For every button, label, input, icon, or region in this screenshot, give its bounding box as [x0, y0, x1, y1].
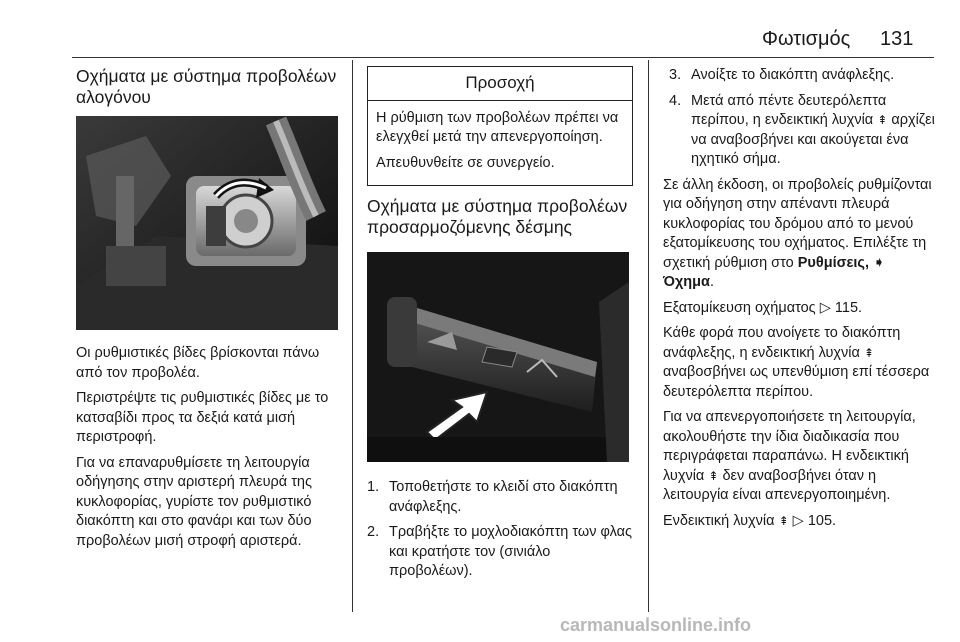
step-4-text-a: Μετά από πέντε δευτερόλεπτα περίπου, η ενδεικτική λυχνία [691, 92, 887, 128]
right-paragraph-3-text-b: αναβοσβήνει ως υπενθύμιση επί τέσσερα δευτερόλεπτα περίπου. [663, 364, 930, 400]
left-paragraph-1: Οι ρυθμιστικές βίδες βρίσκονται πάνω από τον προβολέα. [76, 345, 320, 381]
page-reference-icon: ▷ [792, 512, 804, 529]
headlamp-photo [76, 116, 338, 330]
right-paragraph-5-ref: 105. [807, 512, 837, 529]
halogen-heading: Οχήματα με σύστημα προβολέων αλογόνου [76, 66, 337, 107]
steps-list-2 [663, 66, 937, 170]
step-2-text: Τραβήξτε το μοχλοδιακόπτη των φλας και κρατήστε τον (σινιάλο προβολέων). [389, 524, 633, 579]
caution-text-1: Η ρύθμιση των προβολέων πρέπει να ελεγχθεί μετά την απενεργοποίηση. [376, 109, 619, 145]
right-paragraph-2-text: Εξατομίκευση οχήματος [663, 299, 816, 316]
right-paragraph-4 [663, 408, 937, 506]
step-4-text-b: αρχίζει να αναβοσβήνει και ακούγεται ένα ηχητικό σήμα. [691, 112, 935, 167]
turn-signal-stalk-illustration [367, 252, 629, 462]
step-2-number: 2. [367, 524, 380, 540]
step-3 [669, 66, 937, 86]
right-paragraph-4-text-b: δεν αναβοσβήνει όταν η λειτουργία είναι απενεργοποιημένη. [663, 467, 891, 503]
menu-settings: Ρυθμίσεις [797, 254, 865, 271]
caution-box [367, 66, 633, 186]
right-paragraph-2 [663, 299, 937, 319]
column-divider-1 [352, 60, 353, 612]
step-1 [367, 478, 633, 517]
menu-vehicle: Όχημα [663, 274, 710, 290]
right-paragraph-4-text-a: Για να απενεργοποιήσετε τη λειτουργία, ακολουθήστε την ίδια διαδικασία που περιγράφεται παραπάνω. Η ενδεικτική λυχνία [663, 409, 916, 484]
step-1-text: Τοποθετήστε το κλειδί στο διακόπτη ανάφλεξης. [389, 479, 618, 515]
right-paragraph-1-text: Σε άλλη έκδοση, οι προβολείς ρυθμίζονται για οδήγηση στην απέναντι πλευρά κυκλοφορίας του δρόμου από το μενού εξατομίκευσης του οχήματος. Επιλέξτε τη σχετική ρύθμιση στο [663, 176, 932, 271]
left-column [76, 66, 346, 557]
headlamp-indicator-icon: ⇞ [778, 513, 789, 528]
left-paragraph-2: Περιστρέψτε τις ρυθμιστικές βίδες με το κατσαβίδι προς τα δεξιά κατά μισή περιστροφή. [76, 390, 329, 445]
stalk-photo [367, 252, 629, 462]
headlamp-indicator-icon: ⇞ [863, 345, 874, 360]
watermark: carmanualsonline.info [560, 615, 752, 635]
step-4 [669, 92, 937, 170]
right-paragraph-5 [663, 512, 937, 532]
step-4-number: 4. [669, 92, 682, 109]
caution-text-2: Απευθυνθείτε σε συνεργείο. [376, 154, 555, 171]
right-paragraph-3-text-a: Κάθε φορά που ανοίγετε το διακόπτη ανάφλεξης, η ενδεικτική λυχνία [663, 325, 901, 361]
middle-column [367, 66, 633, 588]
right-paragraph-1: Σε άλλη έκδοση, οι προβολείς ρυθμίζονται για οδήγηση στην απέναντι πλευρά κυκλοφορίας του δρόμου από το μενού εξατομίκευσης του οχήματος. Επιλέξτε τη σχετική ρύθμιση στο Ρυθμίσεις, ➧ Όχημα. [663, 176, 932, 290]
section-title: Φωτισμός [762, 28, 851, 50]
left-paragraph-3: Για να επαναρυθμίσετε τη λειτουργία οδήγησης στην αριστερή πλευρά της κυκλοφορίας, γυρίστε τον ρυθμιστικό διακόπτη και στο φανάρι και των δύο προβολέων μισή στροφή αριστερά. [76, 454, 312, 549]
page-reference-icon: ▷ [819, 299, 831, 316]
right-column [663, 66, 937, 537]
adaptive-heading: Οχήματα με σύστημα προβολέων προσαρμοζόμενης δέσμης [367, 196, 628, 237]
headlamp-indicator-icon: ⇞ [877, 113, 888, 127]
page-number: 131 [880, 28, 914, 50]
right-paragraph-3 [663, 324, 937, 402]
headlamp-illustration [76, 116, 338, 330]
header-rule [72, 57, 934, 58]
step-3-text: Ανοίξτε το διακόπτη ανάφλεξης. [691, 67, 895, 83]
step-2 [367, 523, 633, 582]
right-paragraph-5-text: Ενδεικτική λυχνία [663, 512, 775, 529]
column-divider-2 [648, 60, 649, 612]
menu-arrow-icon: ➧ [873, 254, 886, 271]
step-1-number: 1. [367, 479, 380, 495]
step-3-number: 3. [669, 67, 682, 83]
headlamp-indicator-icon: ⇞ [708, 468, 719, 483]
right-paragraph-2-ref: 115. [834, 299, 863, 316]
caution-title: Προσοχή [368, 67, 632, 101]
steps-list-1 [367, 478, 633, 582]
